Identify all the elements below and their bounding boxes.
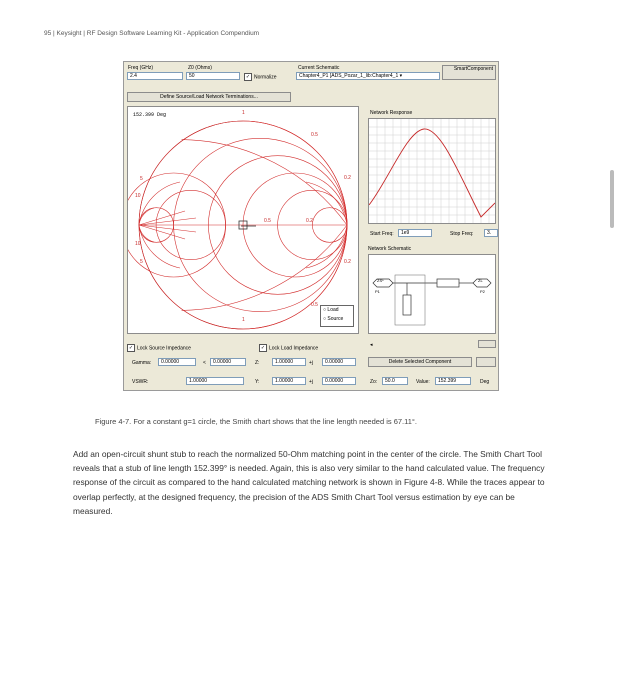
series-line [437, 279, 459, 287]
label-b-5-bottom: 5 [140, 259, 143, 265]
network-schematic-label: Network Schematic [368, 246, 412, 252]
zo-input[interactable]: 50.0 [382, 377, 408, 385]
p1-label: P1 [375, 289, 380, 294]
lock-source-checkbox[interactable] [127, 344, 191, 352]
label-r-0.5-axis: 0.5 [264, 218, 271, 224]
gamma-magnitude-input[interactable]: 0.00000 [158, 358, 196, 366]
plus-j-z: +j [309, 360, 314, 366]
label-r-0.2-axis: 0.2 [306, 218, 313, 224]
stub-trace-4 [139, 225, 196, 232]
schematic-svg[interactable] [369, 255, 495, 333]
zl-label: ZL [478, 278, 483, 283]
zo-label: Zo: [370, 379, 378, 385]
y-label: Y: [255, 379, 260, 385]
gamma-label: Gamma: [132, 360, 152, 366]
network-schematic-panel[interactable] [368, 254, 496, 334]
current-schematic-label: Current Schematic [298, 65, 340, 71]
deg-label: Deg [480, 379, 490, 385]
label-x-0.5: 0.5 [311, 132, 318, 138]
start-freq-input[interactable]: 1e9 [398, 229, 432, 237]
y-real-input[interactable]: 1.00000 [272, 377, 306, 385]
smart-component-label: SmartComponent [453, 66, 493, 72]
load-label: Load [327, 307, 339, 313]
dropdown-arrow-icon: ▾ [399, 73, 403, 79]
lock-load-label: Lock Load Impedance [269, 345, 319, 352]
p2-label: P2 [480, 289, 485, 294]
stub-trace-1 [139, 211, 185, 225]
extra-button[interactable] [476, 357, 496, 367]
smith-chart-panel[interactable] [127, 106, 359, 334]
figure-caption: Figure 4-7. For a constant g=1 circle, the Smith chart shows that the line length needed is 67.11°. [95, 417, 417, 426]
vswr-label: VSWR: [132, 379, 149, 385]
load-source-selector[interactable] [320, 305, 354, 327]
zs-label: ZS* [377, 278, 384, 283]
shunt-stub [403, 295, 411, 315]
delete-selected-component-button[interactable]: Delete Selected Component [368, 357, 472, 367]
z-imag-input[interactable]: 0.00000 [322, 358, 356, 366]
network-response-label: Network Response [370, 110, 413, 116]
label-b-10-bottom: 10 [135, 241, 141, 247]
normalize-checkbox[interactable] [244, 73, 277, 81]
scroll-thumb[interactable] [478, 340, 496, 348]
plus-j-y: +j [309, 379, 314, 385]
source-label: Source [327, 316, 344, 322]
y-imag-input[interactable]: 0.00000 [322, 377, 356, 385]
label-r-1-bottom: 1 [242, 317, 245, 323]
angle-symbol: < [203, 360, 206, 366]
smith-chart-tool-screenshot [123, 61, 499, 391]
response-trace [369, 129, 495, 217]
normalize-label: Normalize [254, 74, 277, 81]
label-r-1-top: 1 [242, 110, 245, 116]
label-x-minus-0.5: 0.5 [311, 302, 318, 308]
check-icon: ✓ [260, 345, 266, 351]
stop-freq-input[interactable]: 3. [484, 229, 498, 237]
scroll-left-icon[interactable]: ◂ [370, 342, 373, 348]
network-response-plot [368, 118, 496, 224]
label-b-5-top: 5 [140, 176, 143, 182]
define-terminations-button[interactable]: Define Source/Load Network Terminations... [127, 92, 291, 102]
smart-component-panel[interactable] [442, 65, 496, 80]
freq-label: Freq (GHz) [128, 65, 153, 71]
stub-trace-3 [139, 218, 196, 225]
start-freq-label: Start Freq: [370, 231, 394, 237]
current-schematic-select[interactable] [296, 72, 440, 80]
smith-chart[interactable] [128, 107, 358, 333]
x-arc-0.5 [182, 140, 347, 225]
x-arc-minus-2 [306, 225, 347, 268]
label-x-minus-0.2: 0.2 [344, 259, 351, 265]
label-x-0.2: 0.2 [344, 175, 351, 181]
freq-input[interactable]: 2.4 [127, 72, 183, 80]
current-schematic-value: Chapter4_P1 [ADS_Pozar_1_lib:Chapter4_1 [299, 73, 399, 79]
lock-source-label: Lock Source Impedance [137, 345, 191, 352]
value-label: Value: [416, 379, 430, 385]
z-label: Z: [255, 360, 260, 366]
z0-input[interactable]: 50 [186, 72, 240, 80]
page-scrollbar[interactable] [610, 170, 614, 228]
check-icon: ✓ [128, 345, 134, 351]
selection-box [395, 275, 425, 325]
angle-readout: 152.399 Deg [133, 112, 167, 118]
network-response-svg [369, 119, 495, 223]
stub-trace-2 [139, 225, 185, 239]
source-radio[interactable]: ○ Source [323, 316, 344, 322]
value-input[interactable]: 152.399 [435, 377, 471, 385]
vswr-input[interactable]: 1.00000 [186, 377, 244, 385]
load-radio[interactable]: ○ Load [323, 307, 339, 313]
body-paragraph: Add an open-circuit shunt stub to reach the normalized 50-Ohm matching point in the center of the circle. The Smith Chart Tool reveals that a stub of line length 152.399° is needed. Again, this is also very similar to the hand calculated value. The frequency response of the circuit as compared to the hand calculated matching network is shown in Figure 4-8. While the traces appear to overlap perfectly, at the designed frequency, the precision of the ADS Smith Chart Tool versus estimation by eye can be measured. [73, 449, 545, 516]
x-arc-minus-0.5 [182, 225, 347, 310]
gamma-angle-input[interactable]: 0.00000 [210, 358, 246, 366]
page-header: 95 | Keysight | RF Design Software Learning Kit - Application Compendium [44, 30, 260, 37]
z0-label: Z0 (Ohms) [188, 65, 212, 71]
stop-freq-label: Stop Freq: [450, 231, 474, 237]
z-real-input[interactable]: 1.00000 [272, 358, 306, 366]
lock-load-checkbox[interactable] [259, 344, 318, 352]
label-b-10-top: 10 [135, 193, 141, 199]
check-icon: ✓ [245, 74, 251, 80]
